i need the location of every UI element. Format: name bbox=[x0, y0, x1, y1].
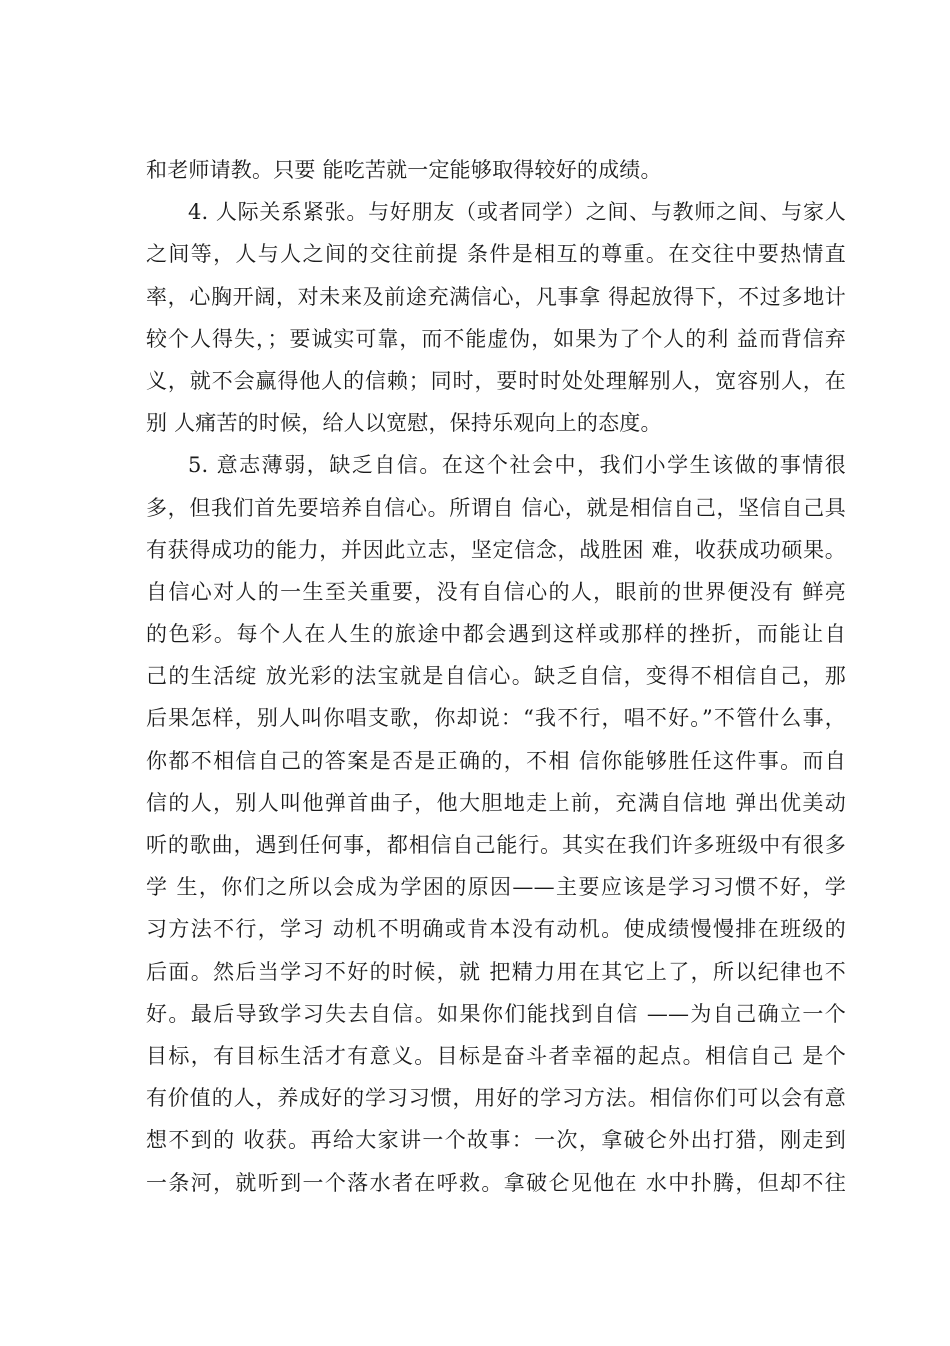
text-line: 较个人得失，；要诚实可靠，而不能虚伪，如果为了个人的利 益而背信弃 bbox=[146, 326, 846, 351]
text-line: 有获得成功的能力，并因此立志，坚定信念，战胜困 难，收获成功硕果。 bbox=[146, 537, 846, 562]
text-line: 自信心对人的一生至关重要，没有自信心的人，眼前的世界便没有 鲜亮 bbox=[146, 579, 846, 604]
text-line: 后果怎样，别人叫你唱支歌，你却说：“我不行，唱不好。”不管什么事， bbox=[146, 706, 846, 731]
text-line: 习方法不行，学习 动机不明确或肯本没有动机。使成绩慢慢排在班级的 bbox=[146, 917, 846, 942]
text-line: 别 人痛苦的时候，给人以宽慰，保持乐观向上的态度。 bbox=[146, 411, 662, 436]
text-line: 目标，有目标生活才有意义。目标是奋斗者幸福的起点。相信自己 是个 bbox=[146, 1043, 846, 1068]
text-line: 率，心胸开阔，对未来及前途充满信心，凡事拿 得起放得下，不过多地计 bbox=[146, 284, 846, 309]
text-line: 听的歌曲，遇到任何事，都相信自己能行。其实在我们许多班级中有很多 bbox=[146, 833, 846, 857]
text-line: 一条河，就听到一个落水者在呼救。拿破仑见他在 水中扑腾，但却不往 bbox=[146, 1170, 846, 1195]
text-line: 4. 人际关系紧张。与好朋友（或者同学）之间、与教师之间、与家人 bbox=[188, 200, 846, 225]
text-line: 的色彩。每个人在人生的旅途中都会遇到这样或那样的挫折，而能让自 bbox=[146, 622, 846, 647]
body-text bbox=[146, 149, 846, 1204]
text-line: 你都不相信自己的答案是否是正确的，不相 信你能够胜任这件事。而自 bbox=[146, 748, 846, 773]
text-line: 之间等，人与人之间的交往前提 条件是相互的尊重。在交往中要热情直 bbox=[146, 242, 846, 267]
text-line: 有价值的人，养成好的学习习惯，用好的学习方法。相信你们可以会有意 bbox=[146, 1086, 846, 1111]
text-line: 多，但我们首先要培养自信心。所谓自 信心，就是相信自己，坚信自己具 bbox=[146, 495, 846, 520]
text-line: 学 生，你们之所以会成为学困的原因——主要应该是学习习惯不好，学 bbox=[146, 875, 846, 900]
text-line: 义，就不会赢得他人的信赖；同时，要时时处处理解别人，宽容别人，在 bbox=[146, 368, 846, 393]
text-line: 好。最后导致学习失去自信。如果你们能找到自信 ——为自己确立一个 bbox=[146, 1001, 846, 1026]
text-line: 5. 意志薄弱，缺乏自信。在这个社会中，我们小学生该做的事情很 bbox=[188, 453, 846, 478]
text-line: 信的人，别人叫他弹首曲子，他大胆地走上前，充满自信地 弹出优美动 bbox=[146, 790, 846, 815]
text-line: 后面。然后当学习不好的时候，就 把精力用在其它上了，所以纪律也不 bbox=[146, 959, 846, 984]
text-line: 己的生活绽 放光彩的法宝就是自信心。缺乏自信，变得不相信自己，那 bbox=[146, 664, 846, 689]
text-line: 和老师请教。只要 能吃苦就一定能够取得较好的成绩。 bbox=[146, 158, 662, 182]
text-line: 想不到的 收获。再给大家讲一个故事：一次，拿破仑外出打猎，刚走到 bbox=[146, 1128, 846, 1153]
